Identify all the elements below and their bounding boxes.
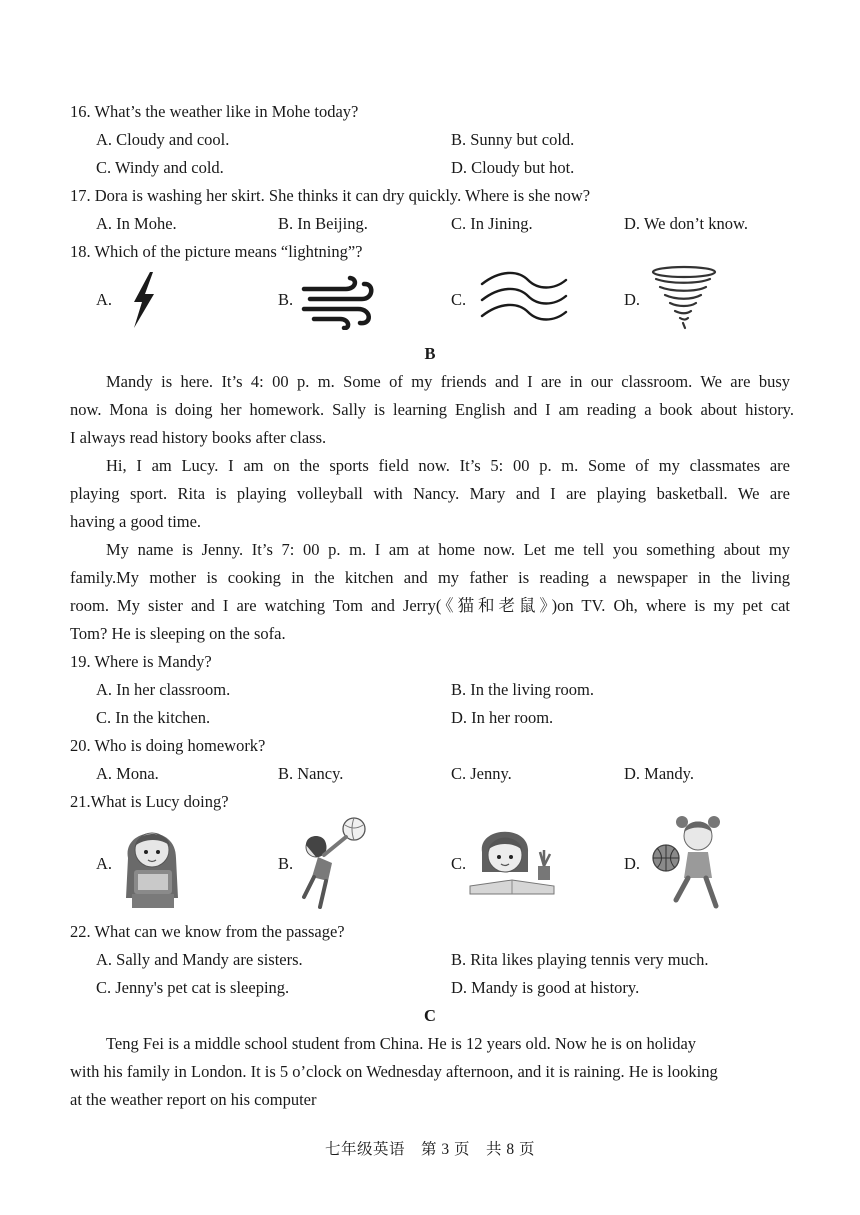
passage-b-p3-line4: Tom? He is sleeping on the sofa.	[70, 624, 286, 643]
q21-option-a: A.	[96, 854, 113, 873]
q20-option-d: D. Mandy.	[624, 764, 694, 783]
q16-option-d: D. Cloudy but hot.	[451, 158, 575, 177]
q20-option-c: C. Jenny.	[451, 764, 512, 783]
question-19: 19. Where is Mandy?	[70, 652, 212, 671]
q21-option-b: B.	[278, 854, 294, 873]
passage-b-p3-line3: room. My sister and I are watching Tom and Jerry(《猫和老鼠》)on TV. Oh, where is my pet cat	[70, 596, 790, 615]
q18-option-d: D.	[624, 290, 641, 309]
question-21: 21.What is Lucy doing?	[70, 792, 229, 811]
question-16: 16. What’s the weather like in Mohe today?	[70, 102, 359, 121]
page-footer: 七年级英语 第 3 页 共 8 页	[324, 1141, 535, 1158]
passage-b-p2-line3: having a good time.	[70, 512, 202, 531]
passage-c-p1-line1: Teng Fei is a middle school student from China. He is 12 years old. Now he is on holiday	[106, 1034, 697, 1053]
girl-basketball-picture	[646, 812, 734, 914]
question-22: 22. What can we know from the passage?	[70, 922, 345, 941]
girl-studying-picture	[466, 822, 560, 906]
q17-option-b: B. In Beijing.	[278, 214, 368, 233]
q20-option-b: B. Nancy.	[278, 764, 344, 783]
q20-option-a: A. Mona.	[96, 764, 159, 783]
tornado-icon	[650, 264, 718, 330]
q16-option-c: C. Windy and cold.	[96, 158, 224, 177]
q22-option-d: D. Mandy is good at history.	[451, 978, 640, 997]
girl-volleyball-picture	[290, 815, 370, 911]
q16-option-a: A. Cloudy and cool.	[96, 130, 230, 149]
q18-option-c: C.	[451, 290, 467, 309]
q19-option-b: B. In the living room.	[451, 680, 594, 699]
q21-option-d: D.	[624, 854, 641, 873]
q17-option-a: A. In Mohe.	[96, 214, 177, 233]
lightning-icon	[128, 270, 158, 330]
section-b-heading: B	[424, 344, 436, 363]
passage-c-p1-line3: at the weather report on his computer	[70, 1090, 317, 1109]
passage-b-p3-line1: My name is Jenny. It’s 7: 00 p. m. I am at home now. Let me tell you something about my	[106, 540, 790, 559]
q21-option-c: C.	[451, 854, 467, 873]
q18-option-b: B.	[278, 290, 294, 309]
q22-option-c: C. Jenny's pet cat is sleeping.	[96, 978, 290, 997]
question-20: 20. Who is doing homework?	[70, 736, 266, 755]
passage-b-p2-line2: playing sport. Rita is playing volleyball with Nancy. Mary and I are playing basketball. We are	[70, 484, 790, 503]
q22-option-b: B. Rita likes playing tennis very much.	[451, 950, 709, 969]
q16-option-b: B. Sunny but cold.	[451, 130, 575, 149]
question-17: 17. Dora is washing her skirt. She thinks it can dry quickly. Where is she now?	[70, 186, 591, 205]
section-c-heading: C	[424, 1006, 436, 1025]
passage-b-p1-line2: now. Mona is doing her homework. Sally is learning English and I am reading a book about history.	[70, 400, 794, 419]
wind-icon	[300, 275, 378, 330]
passage-b-p1-line1: Mandy is here. It’s 4: 00 p. m. Some of my friends and I are in our classroom. We are busy	[106, 372, 790, 391]
waves-icon	[478, 270, 570, 325]
q18-option-a: A.	[96, 290, 113, 309]
passage-b-p3-line2: family.My mother is cooking in the kitchen and my father is reading a newspaper in the living	[70, 568, 790, 587]
q19-option-c: C. In the kitchen.	[96, 708, 211, 727]
passage-c-p1-line2: with his family in London. It is 5 o’clock on Wednesday afternoon, and it is raining. He is looking	[70, 1062, 718, 1081]
q19-option-d: D. In her room.	[451, 708, 554, 727]
q17-option-c: C. In Jining.	[451, 214, 533, 233]
q19-option-a: A. In her classroom.	[96, 680, 231, 699]
q17-option-d: D. We don’t know.	[624, 214, 748, 233]
passage-b-p1-line3: I always read history books after class.	[70, 428, 327, 447]
question-18: 18. Which of the picture means “lightning”?	[70, 242, 363, 261]
passage-b-p2-line1: Hi, I am Lucy. I am on the sports field now. It’s 5: 00 p. m. Some of my classmates are	[106, 456, 790, 475]
q22-option-a: A. Sally and Mandy are sisters.	[96, 950, 303, 969]
girl-reading-picture	[118, 818, 186, 910]
